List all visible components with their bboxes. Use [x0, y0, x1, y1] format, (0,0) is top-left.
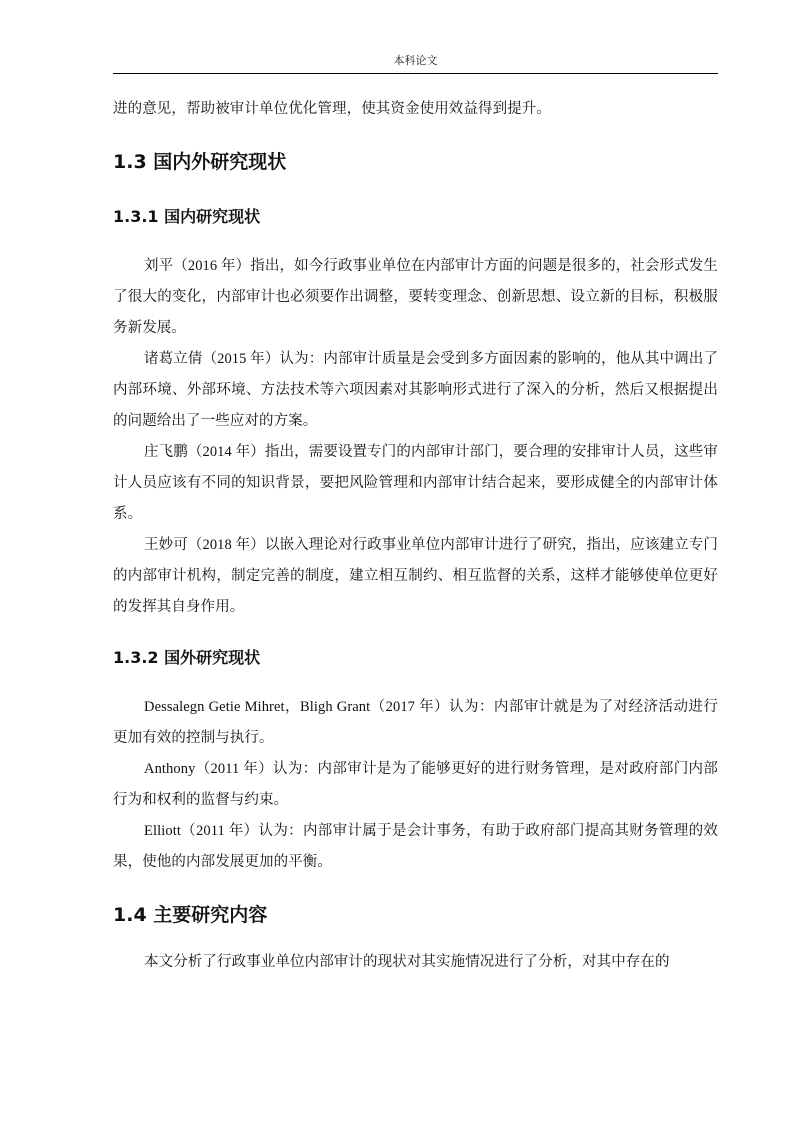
- section-heading-1-3: 1.3 国内外研究现状: [113, 151, 287, 173]
- section-heading-1-4: 1.4 主要研究内容: [113, 904, 268, 926]
- paragraph-mihret-grant: Dessalegn Getie Mihret，Bligh Grant（2017 年）认为：内部审计就是为了对经济活动进行更加有效的控制与执行。: [113, 699, 718, 746]
- paragraph-wang-miaoke: 王妙可（2018 年）以嵌入理论对行政事业单位内部审计进行了研究，指出，应该建立专门的内部审计机构，制定完善的制度，建立相互制约、相互监督的关系，这样才能够使单位更好的发挥其自身作用。: [113, 537, 718, 615]
- intro-paragraph: 进的意见，帮助被审计单位优化管理，使其资金使用效益得到提升。: [113, 101, 551, 117]
- paragraph-zhuang-feipeng: 庄飞鹏（2014 年）指出，需要设置专门的内部审计部门，要合理的安排审计人员，这些审计人员应该有不同的知识背景，要把风险管理和内部审计结合起来，要形成健全的内部审计体系。: [113, 444, 718, 522]
- running-header: 本科论文: [393, 55, 438, 67]
- paragraph-elliott: Elliott（2011 年）认为：内部审计属于是会计事务，有助于政府部门提高其财务管理的效果，使他的内部发展更加的平衡。: [113, 823, 718, 870]
- paragraph-liu-ping: 刘平（2016 年）指出，如今行政事业单位在内部审计方面的问题是很多的，社会形式发生了很大的变化，内部审计也必须要作出调整，要转变理念、创新思想、设立新的目标，积极服务新发展。: [113, 258, 718, 336]
- paragraph-anthony: Anthony（2011 年）认为：内部审计是为了能够更好的进行财务管理，是对政府部门内部行为和权利的监督与约束。: [113, 761, 718, 808]
- subsection-heading-1-3-2: 1.3.2 国外研究现状: [113, 648, 261, 667]
- paragraph-zhuge-liqian: 诸葛立倩（2015 年）认为：内部审计质量是会受到多方面因素的影响的，他从其中调出了内部环境、外部环境、方法技术等六项因素对其影响形式进行了深入的分析，然后又根据提出的问题给出了一些应对的方案。: [113, 351, 718, 429]
- subsection-heading-1-3-1: 1.3.1 国内研究现状: [113, 207, 261, 226]
- header-rule: [113, 73, 718, 74]
- paragraph-main-content: 本文分析了行政事业单位内部审计的现状对其实施情况进行了分析，对其中存在的: [144, 954, 670, 970]
- page-content: [113, 94, 718, 978]
